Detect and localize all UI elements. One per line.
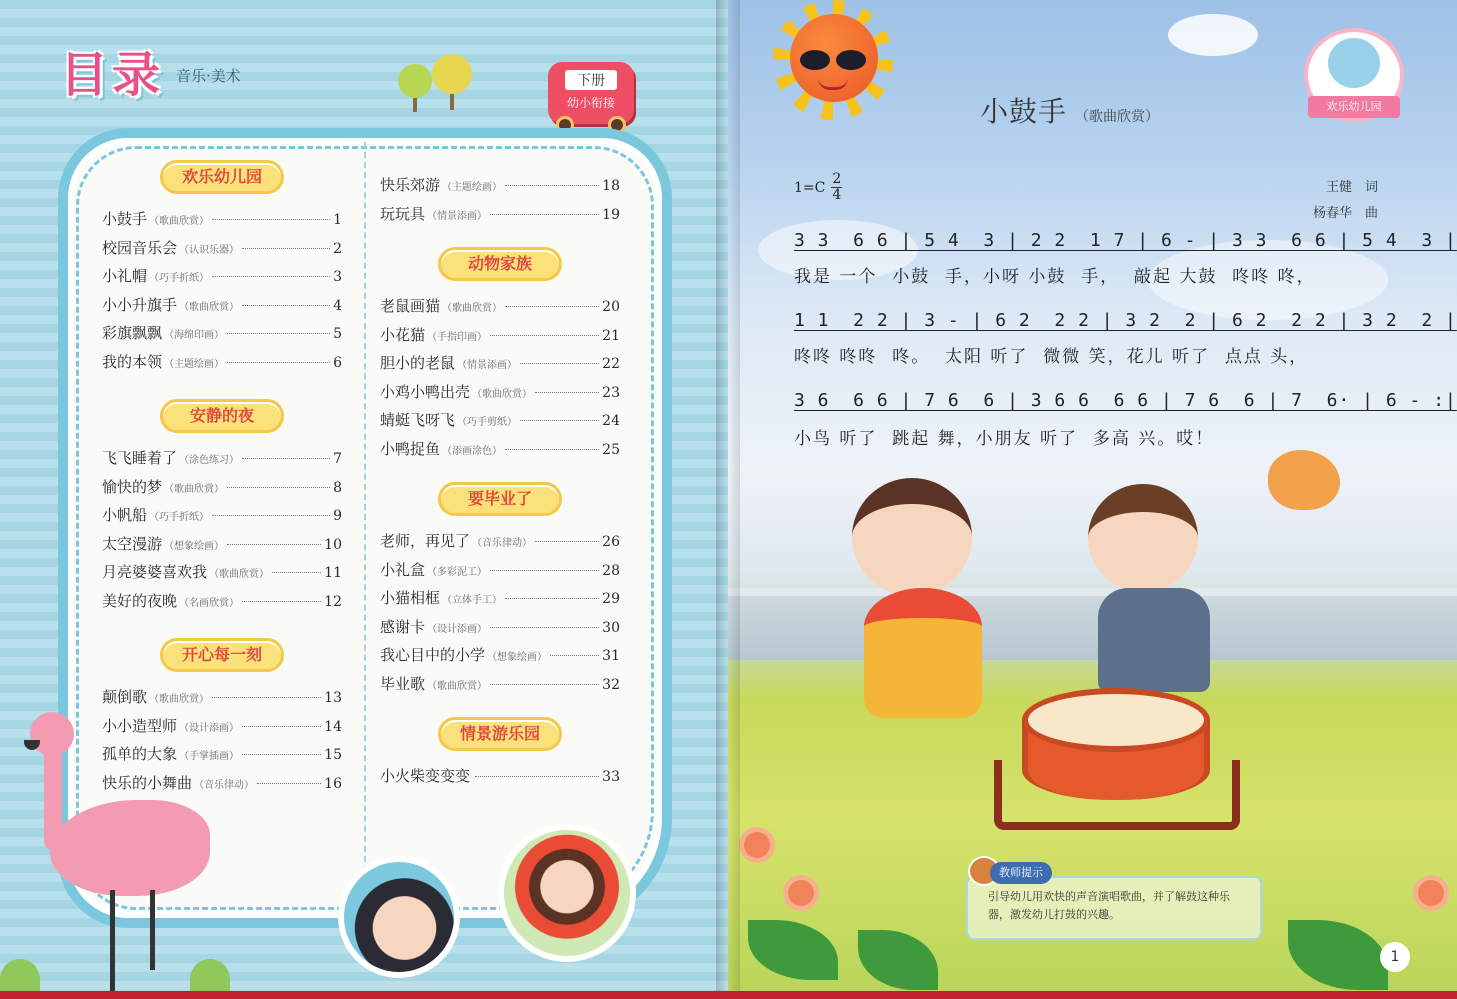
- wall: [728, 596, 1457, 660]
- entry-page: 12: [324, 593, 342, 610]
- entry-title: 小小升旗手: [102, 295, 178, 314]
- entry-title: 愉快的梦: [102, 477, 163, 496]
- leader-dots: [242, 754, 321, 755]
- toc-entry[interactable]: [102, 715, 342, 744]
- composer: 杨春华 曲: [1312, 206, 1378, 221]
- entry-type: （手指印画）: [427, 331, 488, 343]
- time-signature: [831, 172, 842, 204]
- entry-type: （主题绘画）: [442, 182, 503, 193]
- toc-entry[interactable]: [102, 476, 342, 505]
- entry-title: 小鸡小鸭出壳: [380, 382, 471, 401]
- entry-type: （巧手剪纸）: [457, 417, 518, 428]
- entry-page: 21: [602, 327, 620, 344]
- toc-entry[interactable]: [102, 772, 342, 801]
- leader-dots: [212, 515, 330, 516]
- toc-page: [0, 0, 728, 999]
- volume-label: 下册: [565, 70, 617, 90]
- toc-column-right: [380, 174, 620, 810]
- flower-icon: [788, 880, 814, 906]
- entry-title: 小猫相框: [380, 589, 441, 607]
- toc-section: [380, 247, 620, 466]
- toc-entry[interactable]: [380, 438, 620, 467]
- leader-dots: [227, 333, 330, 334]
- entry-title: 小鼓手: [102, 210, 148, 228]
- toc-entry[interactable]: [102, 322, 342, 351]
- leader-dots: [212, 697, 321, 698]
- toc-entry[interactable]: [102, 237, 342, 266]
- entry-title: 我心目中的小学: [380, 646, 486, 664]
- teaching-note: [966, 876, 1262, 940]
- leader-dots: [535, 392, 599, 393]
- toc-entry[interactable]: [380, 409, 620, 438]
- entry-title: 小火柴变变变: [380, 767, 471, 785]
- toc-section: [102, 638, 342, 800]
- toc-entry[interactable]: [102, 294, 342, 323]
- entry-type: （巧手折纸）: [149, 273, 210, 284]
- entry-type: （歌曲欣赏）: [472, 388, 533, 400]
- leader-dots: [490, 214, 599, 215]
- entry-page: 13: [324, 690, 342, 706]
- entry-title: 月亮婆婆喜欢我: [102, 563, 208, 581]
- entry-title: 我的本领: [102, 352, 163, 371]
- entry-type: （歌曲欣赏）: [442, 303, 503, 314]
- boy-body: [1098, 588, 1210, 692]
- toc-entry[interactable]: [102, 533, 342, 562]
- toc-entry[interactable]: [380, 174, 620, 203]
- volume-tag: [548, 62, 634, 124]
- entry-type: （主题绘画）: [164, 358, 225, 370]
- time-bottom: 4: [832, 187, 842, 204]
- badge-label: 欢乐幼儿园: [1308, 96, 1400, 118]
- drum-icon: [1022, 688, 1210, 752]
- entry-title: 胆小的老鼠: [380, 354, 456, 372]
- toc-entry[interactable]: [380, 324, 620, 353]
- entry-page: 1: [333, 212, 342, 228]
- leader-dots: [520, 363, 599, 364]
- section-label: 要毕业了: [438, 482, 562, 516]
- entry-type: （巧手折纸）: [149, 512, 210, 523]
- girl-portrait-icon: [498, 824, 636, 962]
- section-label: 情景游乐园: [438, 717, 562, 751]
- entry-type: （歌曲欣赏）: [209, 569, 270, 580]
- toc-section: [102, 399, 342, 618]
- entry-type: （涂色练习）: [179, 455, 240, 466]
- leader-dots: [505, 306, 599, 307]
- toc-entry[interactable]: [102, 561, 342, 590]
- entry-title: 老师，再见了: [380, 532, 471, 550]
- toc-entry[interactable]: [102, 265, 342, 294]
- toc-entry[interactable]: [380, 295, 620, 324]
- girl-dress: [864, 588, 982, 718]
- entry-type: （音乐律动）: [194, 779, 255, 791]
- toc-entry[interactable]: [380, 673, 620, 702]
- entry-page: 10: [324, 536, 342, 553]
- lyricist: 王健 词: [1325, 180, 1378, 195]
- entry-title: 毕业歌: [380, 674, 426, 693]
- entry-page: 28: [602, 562, 620, 579]
- song-title-text: 小鼓手: [980, 95, 1068, 128]
- entry-page: 30: [602, 619, 620, 636]
- entry-type: （歌曲欣赏）: [427, 680, 488, 692]
- entry-type: （想象绘画）: [487, 652, 548, 663]
- entry-type: （歌曲欣赏）: [164, 483, 225, 495]
- entry-page: 4: [333, 297, 342, 314]
- entry-title: 美好的夜晚: [102, 591, 178, 610]
- entry-type: （手掌插画）: [179, 751, 240, 762]
- entry-page: 29: [602, 591, 620, 607]
- notation-line: 3 6 6 6 | 7 6 6 | 3 6 6 6 6 | 7 6 6 | 7 6· | 6 - :|: [794, 390, 1457, 411]
- boy-portrait-icon: [338, 856, 460, 978]
- entry-type: （想象绘画）: [164, 540, 225, 552]
- toc-entry[interactable]: [102, 351, 342, 380]
- leader-dots: [505, 185, 599, 186]
- entry-type: （名画欣赏）: [179, 597, 240, 609]
- leader-dots: [242, 601, 321, 602]
- leader-dots: [257, 783, 321, 784]
- tree-icon: [398, 64, 432, 98]
- entry-page: 14: [324, 718, 342, 735]
- entry-type: （歌曲欣赏）: [149, 216, 210, 227]
- section-label: 欢乐幼儿园: [160, 160, 284, 194]
- toc-subtitle: 音乐·美术: [176, 67, 241, 85]
- entry-page: 11: [324, 565, 342, 581]
- toc-entry[interactable]: [380, 559, 620, 588]
- entry-type: （立体手工）: [442, 595, 503, 606]
- leader-dots: [227, 487, 330, 488]
- toc-entry[interactable]: [380, 381, 620, 410]
- entry-title: 小小造型师: [102, 716, 178, 735]
- entry-page: 3: [333, 269, 342, 285]
- entry-title: 孤单的大象: [102, 745, 178, 763]
- leader-dots: [475, 776, 599, 777]
- teaching-note-text: 引导幼儿用欢快的声音演唱歌曲，并了解鼓这种乐器，激发幼儿打鼓的兴趣。: [988, 890, 1230, 921]
- entry-page: 8: [333, 479, 342, 496]
- toc-entry[interactable]: [380, 203, 620, 232]
- entry-title: 小帆船: [102, 506, 148, 524]
- toc-entry[interactable]: [102, 590, 342, 619]
- lyric-line: 我是 一个 小鼓 手，小呀 小鼓 手， 敲起 大鼓 咚咚 咚，: [794, 267, 1316, 287]
- toc-entry[interactable]: [102, 208, 342, 237]
- teaching-label: 教师提示: [990, 862, 1052, 884]
- toc-section: [102, 160, 342, 379]
- leader-dots: [550, 655, 599, 656]
- entry-page: 20: [602, 299, 620, 315]
- toc-entry[interactable]: [380, 530, 620, 559]
- key-signature: [794, 172, 842, 204]
- entry-title: 快乐郊游: [380, 176, 441, 194]
- leader-dots: [490, 627, 599, 628]
- column-divider: [364, 142, 366, 882]
- flamingo-leg: [110, 890, 115, 999]
- book-spine: [716, 0, 740, 999]
- entry-page: 19: [602, 206, 620, 223]
- entry-type: （认识乐器）: [179, 244, 240, 256]
- girl-head: [852, 478, 972, 596]
- entry-title: 玩玩具: [380, 204, 426, 223]
- cloud-icon: [1168, 14, 1258, 56]
- entry-title: 校园音乐会: [102, 238, 178, 257]
- entry-page: 7: [333, 451, 342, 467]
- toc-section: [380, 482, 620, 701]
- toc-entry[interactable]: [380, 352, 620, 381]
- entry-title: 彩旗飘飘: [102, 324, 163, 342]
- toc-column-left: [102, 160, 342, 816]
- entry-type: （情景添画）: [457, 360, 518, 371]
- entry-title: 小鸭捉鱼: [380, 439, 441, 458]
- leader-dots: [212, 276, 330, 277]
- entry-type: （歌曲欣赏）: [179, 301, 240, 313]
- leaf-icon: [858, 930, 938, 990]
- entry-title: 小礼帽: [102, 267, 148, 285]
- entry-page: 6: [333, 354, 342, 371]
- entry-page: 31: [602, 648, 620, 664]
- entry-page: 9: [333, 508, 342, 524]
- entry-page: 25: [602, 441, 620, 458]
- entry-page: 23: [602, 384, 620, 401]
- song-title: [980, 90, 1159, 130]
- entry-page: 18: [602, 178, 620, 194]
- entry-title: 飞飞睡着了: [102, 449, 178, 467]
- leader-dots: [242, 248, 330, 249]
- leader-dots: [505, 598, 599, 599]
- leaf-icon: [1288, 920, 1388, 990]
- entry-page: 33: [602, 769, 620, 785]
- level-label: 幼小衔接: [566, 96, 615, 110]
- entry-page: 16: [324, 775, 342, 792]
- leader-dots: [242, 726, 321, 727]
- entry-page: 24: [602, 413, 620, 429]
- song-title-note: （歌曲欣赏）: [1075, 109, 1160, 125]
- toc-entry[interactable]: [102, 686, 342, 715]
- leaf-icon: [748, 920, 838, 980]
- entry-page: 32: [602, 676, 620, 693]
- entry-type: （添画涂色）: [442, 445, 503, 457]
- book-edge: [0, 991, 1457, 999]
- toc-header: [60, 36, 241, 105]
- entry-title: 小礼盒: [380, 560, 426, 579]
- leader-dots: [242, 458, 330, 459]
- entry-page: 2: [333, 240, 342, 257]
- entry-page: 22: [602, 356, 620, 372]
- leader-dots: [212, 219, 330, 220]
- leader-dots: [490, 335, 599, 336]
- toc-entry[interactable]: [102, 504, 342, 533]
- flamingo-icon: [30, 712, 74, 756]
- leader-dots: [520, 420, 599, 421]
- leader-dots: [490, 684, 599, 685]
- entry-title: 老鼠画猫: [380, 297, 441, 315]
- entry-page: 5: [333, 326, 342, 342]
- key-text: 1=C: [794, 179, 826, 196]
- notation-line: 1 1 2 2 | 3 - | 6 2 2 2 | 3 2 2 | 6 2 2 2 | 3 2 2 |: [794, 310, 1457, 331]
- entry-type: （设计添画）: [179, 722, 240, 734]
- entry-title: 蜻蜓飞呀飞: [380, 411, 456, 429]
- toc-section: [380, 717, 620, 794]
- leader-dots: [535, 541, 599, 542]
- entry-title: 快乐的小舞曲: [102, 773, 193, 792]
- toc-entry[interactable]: [102, 447, 342, 476]
- leader-dots: [490, 570, 599, 571]
- toc-entry[interactable]: [102, 743, 342, 772]
- leader-dots: [505, 449, 599, 450]
- leader-dots: [227, 544, 321, 545]
- toc-entry[interactable]: [380, 765, 620, 794]
- flamingo-leg: [150, 890, 155, 970]
- entry-title: 小花猫: [380, 325, 426, 344]
- time-top: 2: [832, 171, 842, 187]
- entry-title: 太空漫游: [102, 534, 163, 553]
- entry-type: （多彩泥工）: [427, 566, 488, 578]
- flower-icon: [1418, 880, 1444, 906]
- section-label: 动物家族: [438, 247, 562, 281]
- song-page: [728, 0, 1457, 999]
- page-number: 1: [1380, 942, 1410, 972]
- sunglasses-icon: [800, 50, 868, 70]
- lyric-line: 咚咚 咚咚 咚。 太阳 听了 微微 笑，花儿 听了 点点 头，: [794, 347, 1309, 367]
- entry-title: 颠倒歌: [102, 688, 148, 706]
- entry-type: （音乐律动）: [472, 538, 533, 549]
- entry-type: （设计添画）: [427, 623, 488, 635]
- tree-icon: [432, 54, 472, 94]
- entry-page: 15: [324, 747, 342, 763]
- bird-icon: [1268, 450, 1340, 510]
- toc-section: [380, 174, 620, 231]
- entry-type: （歌曲欣赏）: [149, 694, 210, 705]
- leader-dots: [272, 572, 321, 573]
- bunny-icon: [1328, 38, 1380, 88]
- entry-title: 感谢卡: [380, 617, 426, 636]
- entry-type: （海绵印画）: [164, 330, 225, 341]
- section-label: 开心每一刻: [160, 638, 284, 672]
- flower-icon: [744, 832, 770, 858]
- entry-page: 26: [602, 534, 620, 550]
- boy-head: [1088, 484, 1198, 592]
- toc-entry[interactable]: [380, 587, 620, 616]
- leader-dots: [227, 362, 330, 363]
- toc-entry[interactable]: [380, 616, 620, 645]
- lyric-line: 小鸟 听了 跳起 舞，小朋友 听了 多高 兴。哎！: [794, 429, 1215, 449]
- leader-dots: [242, 305, 330, 306]
- toc-entry[interactable]: [380, 644, 620, 673]
- section-label: 安静的夜: [160, 399, 284, 433]
- toc-title: 目录: [60, 47, 165, 103]
- notation-line: 3 3 6 6 | 5 4 3 | 2 2 1 7 | 6 - | 3 3 6 6 | 5 4 3 |: [794, 230, 1457, 251]
- entry-type: （情景添画）: [427, 210, 488, 222]
